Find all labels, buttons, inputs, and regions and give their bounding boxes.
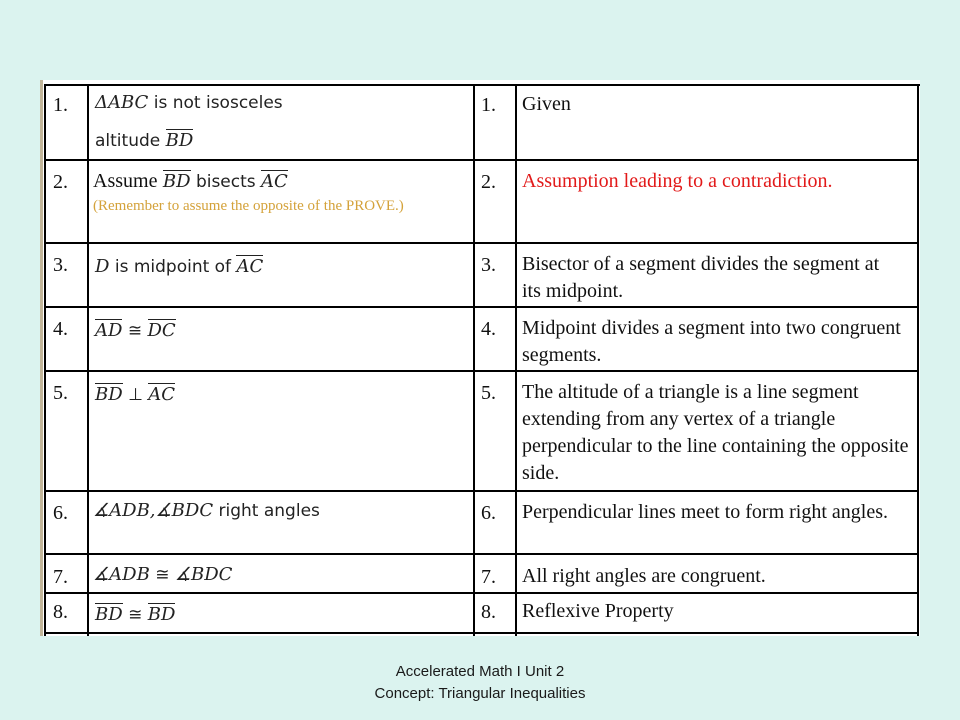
reason-number: 3. [481,254,496,276]
statement [95,254,263,280]
reason-number: 2. [481,171,496,193]
reason-text: The altitude of a triangle is a line segment extending from any vertex of a triangle perpendicular to the line containing the opposite side. [522,381,909,484]
segment: BD [95,384,123,405]
segment: BD [162,171,191,192]
row-divider [44,306,919,308]
assume-word: Assume [93,170,158,192]
segment: AC [148,384,176,405]
reason-text: All right angles are congruent. [522,565,766,587]
reason-number: 5. [481,382,496,404]
statement-text: right angles [218,501,320,521]
statement-text: is midpoint of [114,257,232,277]
reason-text: Midpoint divides a segment into two congruent segments. [522,317,901,366]
step-number: 6. [53,502,68,524]
row-divider [44,370,919,372]
step-number: 3. [53,254,68,276]
segment: BD [147,604,176,625]
reason-number: 1. [481,94,496,116]
reason-number: 4. [481,318,496,340]
row-divider [44,553,919,555]
reason-text: Perpendicular lines meet to form right angles. [522,501,889,523]
statement [93,498,320,524]
statement [95,128,193,154]
reason-number: 6. [481,502,496,524]
statement [93,168,288,195]
reason-text: Assumption leading to a contradiction. [522,170,833,192]
statement-text: bisects [195,172,256,192]
proof-table [40,80,920,636]
angle-name: ∡BDC [174,564,233,585]
row-divider [44,159,919,161]
point-name: D [95,256,110,277]
row-divider [44,592,919,594]
statement [95,602,175,628]
relation-symbol: ≅ [127,321,143,341]
step-number: 1. [53,94,68,116]
reason-number: 8. [481,601,496,623]
statement [95,318,176,344]
left-border-bar [40,80,43,636]
segment: AC [236,256,264,277]
reason-number: 7. [481,566,496,588]
segment: BD [165,130,194,151]
relation-symbol: ⊥ [128,385,143,405]
angle-name: ∡BDC [155,500,214,521]
row-divider [44,242,919,244]
statement [95,90,283,116]
angle-name: ∡ADB, [93,500,156,521]
row-divider [44,490,919,492]
step-number: 7. [53,566,68,588]
step-number: 2. [53,171,68,193]
reason-text: Reflexive Property [522,600,674,622]
reason-text: Given [522,93,571,115]
angle-name: ∡ADB [93,564,150,585]
step-number: 5. [53,382,68,404]
statement [95,382,175,408]
segment: BD [95,604,123,625]
footer-line-1: Accelerated Math I Unit 2 [395,663,565,680]
step-number: 8. [53,601,68,623]
relation-symbol: ≅ [155,565,170,585]
segment: AD [95,320,123,341]
statement-text: altitude [95,131,161,151]
triangle-name: ΔABC [95,92,149,113]
relation-symbol: ≅ [128,605,143,625]
assumption-note: (Remember to assume the opposite of the PROVE.) [93,198,404,214]
row-divider [44,632,919,634]
segment: AC [261,171,288,192]
step-number: 4. [53,318,68,340]
statement-text: is not isosceles [153,93,283,113]
reason-text: Bisector of a segment divides the segment at its midpoint. [522,253,880,302]
segment: DC [147,320,176,341]
table-top-border [44,84,920,86]
footer-line-2: Concept: Triangular Inequalities [374,685,586,702]
statement [93,562,232,588]
